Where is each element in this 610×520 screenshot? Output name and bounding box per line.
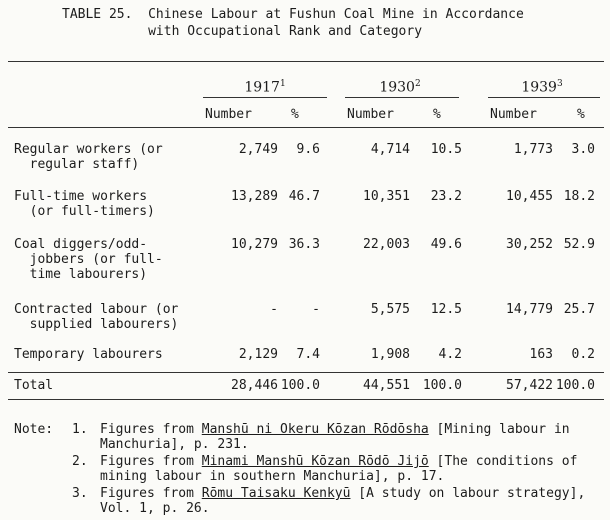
- table-cell: 10,279: [231, 237, 278, 252]
- table-cell: 22,003: [363, 237, 410, 252]
- year-1939-rule: [488, 97, 600, 98]
- total-cell: 57,422: [506, 378, 553, 393]
- table-cell: 0.2: [571, 347, 595, 362]
- table-cell: 49.6: [430, 237, 462, 252]
- table-cell: 30,252: [506, 237, 553, 252]
- table-cell: 14,779: [506, 302, 553, 317]
- row-label: Contracted labour (or supplied labourers): [14, 302, 179, 332]
- note-text: Figures from Minami Manshū Kōzan Rōdō Jijō [The conditions of: [100, 454, 578, 469]
- subheader-number-1939: Number: [490, 107, 537, 122]
- total-top-rule: [8, 372, 604, 373]
- note-number: 2.: [72, 454, 88, 469]
- table-cell: 18.2: [563, 189, 595, 204]
- subheader-number-1917: Number: [205, 107, 252, 122]
- table-cell: 9.6: [296, 142, 320, 157]
- subheader-pct-1930: %: [433, 107, 441, 122]
- table-cell: 2,749: [238, 142, 278, 157]
- row-label: Coal diggers/odd- jobbers (or full- time labourers): [14, 237, 163, 282]
- total-cell: 28,446: [231, 378, 278, 393]
- table-cell: 4,714: [370, 142, 410, 157]
- table-cell: 52.9: [563, 237, 595, 252]
- year-1930-rule: [345, 97, 459, 98]
- table-cell: 1,773: [513, 142, 553, 157]
- table-cell: 5,575: [370, 302, 410, 317]
- table-cell: 10,455: [506, 189, 553, 204]
- notes-label: Note:: [14, 422, 54, 437]
- year-1917-rule: [203, 97, 327, 98]
- table-cell: 36.3: [288, 237, 320, 252]
- table-cell: -: [270, 302, 278, 317]
- note-text-cont: Vol. 1, p. 26.: [100, 501, 210, 516]
- top-rule: [8, 61, 604, 62]
- table-cell: 7.4: [296, 347, 320, 362]
- total-cell: 100.0: [422, 378, 462, 393]
- table-cell: 10,351: [363, 189, 410, 204]
- caption-line-1: TABLE 25. Chinese Labour at Fushun Coal Mine in Accordance: [62, 7, 524, 22]
- note-source-title: Manshū ni Okeru Kōzan Rōdōsha: [201, 422, 429, 437]
- year-1917-header: 1917$^1$: [244, 79, 286, 96]
- header-rule: [8, 127, 604, 128]
- table-cell: 4.2: [438, 347, 462, 362]
- total-cell: 44,551: [363, 378, 410, 393]
- note-source-title: Rōmu Taisaku Kenkyū: [201, 486, 351, 501]
- table-cell: 2,129: [238, 347, 278, 362]
- bottom-rule: [8, 399, 604, 400]
- year-1939-header: 1939$^3$: [521, 79, 563, 96]
- row-label: Temporary labourers: [14, 347, 163, 362]
- table-cell: 13,289: [231, 189, 278, 204]
- subheader-pct-1917: %: [291, 107, 299, 122]
- table-cell: 12.5: [430, 302, 462, 317]
- caption-line-2: with Occupational Rank and Category: [62, 24, 423, 39]
- table-cell: 1,908: [370, 347, 410, 362]
- table-cell: 3.0: [571, 142, 595, 157]
- table-cell: 163: [529, 347, 553, 362]
- total-label: Total: [14, 378, 54, 393]
- row-label: Full-time workers (or full-timers): [14, 189, 155, 219]
- note-text: Figures from Manshū ni Okeru Kōzan Rōdōsha [Mining labour in: [100, 422, 570, 437]
- note-number: 1.: [72, 422, 88, 437]
- table-cell: 46.7: [288, 189, 320, 204]
- table-cell: 25.7: [563, 302, 595, 317]
- note-text: Figures from Rōmu Taisaku Kenkyū [A study on labour strategy],: [100, 486, 586, 501]
- total-cell: 100.0: [280, 378, 320, 393]
- table-caption: [62, 6, 524, 40]
- table-cell: 10.5: [430, 142, 462, 157]
- subheader-pct-1939: %: [577, 107, 585, 122]
- note-text-cont: mining labour in southern Manchuria], p. 17.: [100, 469, 445, 484]
- note-text-cont: Manchuria], p. 231.: [100, 437, 249, 452]
- note-source-title: Minami Manshū Kōzan Rōdō Jijō: [201, 454, 429, 469]
- table-cell: 23.2: [430, 189, 462, 204]
- total-cell: 100.0: [555, 378, 595, 393]
- table-cell: -: [312, 302, 320, 317]
- year-1930-header: 1930$^2$: [379, 79, 421, 96]
- note-number: 3.: [72, 486, 88, 501]
- row-label: Regular workers (or regular staff): [14, 142, 163, 172]
- subheader-number-1930: Number: [347, 107, 394, 122]
